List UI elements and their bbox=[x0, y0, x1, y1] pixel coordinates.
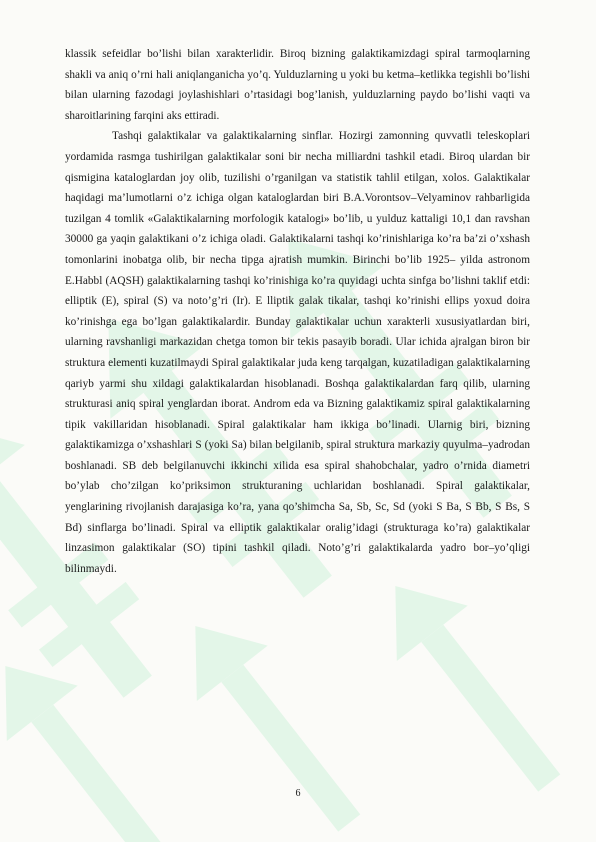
paragraph: Tashqi galaktikalar va galaktikalarning sinflar. Hozirgi zamonning quvvatli teleskoplari yordamida rasmga tushirilgan galaktikalar soni bir necha milliardni tashkil etadi. Biroq ulardan bir qismigina kataloglardan joy olib, tuzilishi o’rganilgan va statistik tahlil etilgan, xolos. Galaktikalar haqidagi ma’lumotlarni o’z ichiga olgan kataloglardan biri B.A.Vorontsov–Velyaminov rahbarligida tuzilgan 4 tomlik «Galaktikalarning morfologik katalogi» bo’lib, u yulduz kattaligi 10,1 dan ravshan 30000 ga yaqin galaktikani o’z ichiga oladi. Galaktikalarni tashqi ko’rinishlariga ko’ra ba’zi o’xshash tomonlarini inobatga olib, bir necha tipga ajratish mumkin. Birinchi bo’lib 1925– yilda astronom E.Habbl (AQSH) galaktikalarning tashqi ko’rinishiga ko’ra quyidagi uchta sinfga bo’lishni taklif etdi: elliptik (E), spiral (S) va noto’g’ri (Ir). E lliptik galak tikalar, tashqi ko’rinishi ellips yoxud doira ko’rinishga ega bo’lgan galaktikalardir. Bunday galaktikalar uchun xarakterli xususiyatlardan biri, ularning ravshanligi markazidan chetga tomon bir tekis pasayib boradi. Ular ichida ajralgan biron bir struktura elementi kuzatilmaydi Spiral galaktikalar juda keng tarqalgan, kuzatiladigan galaktikalarning qariyb yarmi shu xildagi galaktikalardan hisoblanadi. Boshqa galaktikalardan farq qilib, ularning strukturasi aniq spiral yenglardan iborat. Androm eda va Bizning galaktikamiz spiral galaktikalarning tipik vakillaridan hisoblanadi. Spiral galaktikalar ham ikkiga bo’linadi. Ularnig biri, bizning galaktikamizga o’xshashlari S (yoki Sa) bilan belgilanib, spiral struktura markaziy quyulma–yadrodan boshlanadi. SB deb belgilanuvchi ikkinchi xilida esa spiral shahobchalar, yadro o’rnida diametri bo’ylab cho’zilgan ko’priksimon strukturaning uchlaridan boshlanadi. Spiral galaktikalar, yenglarining rivojlanish darajasiga ko’ra, yana qo’shimcha Sa, Sb, Sc, Sd (yoki S Ba, S Bb, S Bs, S Bd) sinflarga bo’linadi. Spiral va elliptik galaktikalar oralig’idagi (strukturaga ko’ra) galaktikalar linzasimon galaktikalar (SO) tipini tashkil qiladi. Noto’g’ri galaktikalarda yadro bor–yo’qligi bilinmaydi. bbox=[65, 130, 530, 575]
paragraph: klassik sefeidlar bo’lishi bilan xarakterlidir. Biroq bizning galaktikamizdagi spiral tarmoqlarning shakli va aniq o’rni hali aniqlanganicha yo’q. Yulduzlarning u yoki bu ketma–ketlikka tegishli bo’lishi bilan ularning fazodagi joylashishlari o’rtasidagi bog’lanish, yulduzlarning paydo bo’lishi vaqti va sharoitlarining farqini aks ettiradi. bbox=[65, 48, 530, 122]
body-text bbox=[65, 44, 530, 579]
page-number: 6 bbox=[295, 788, 301, 799]
